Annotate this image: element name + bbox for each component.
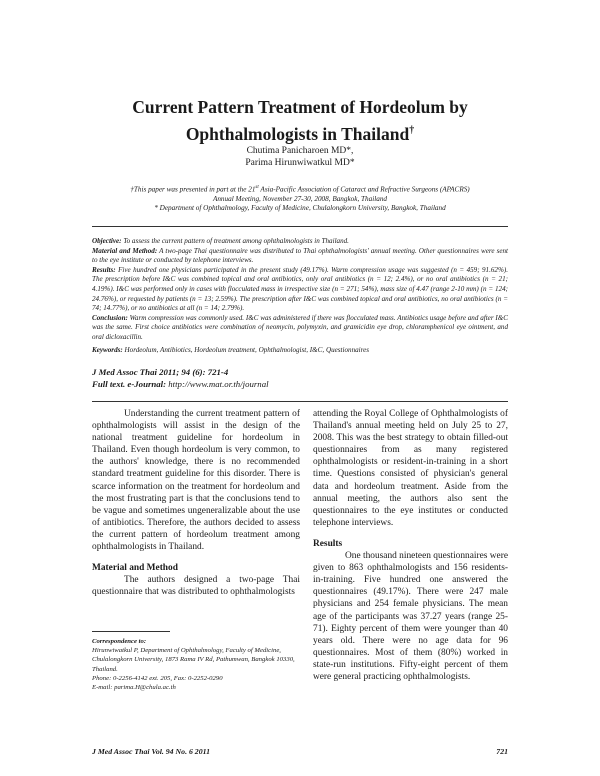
- methods-paragraph: The authors designed a two-page Thai questionnaire that was distributed to ophthalmologists: [92, 575, 300, 598]
- page-footer: [92, 747, 508, 756]
- author-1: Chutima Panicharoen MD*,: [246, 146, 354, 156]
- presentation-note: [110, 183, 490, 195]
- section-heading-results: Results: [313, 538, 343, 549]
- department-note: * Department of Ophthalmology, Faculty of Medicine, Chulalongkorn University, Bangkok, Thailand: [154, 204, 446, 213]
- article-title: [60, 95, 540, 146]
- page-number: 721: [496, 747, 508, 756]
- title-dagger: †: [409, 125, 415, 136]
- correspondence-label: Correspondence to:: [92, 638, 147, 645]
- correspondence-phone: Phone: 0-2256-4142 ext. 205, Fax: 0-2252-0290: [92, 674, 223, 682]
- results-text: Five hundred one physicians participated in the present study (49.17%). Warm compression usage was suggested (n = 459; 91.62%). The prescription before I&C was combined topical and oral antibiotics, only oral antibiotics (n = 12; 2.4%), or no oral antibiotics (n = 21; 4.19%). I&C was performed only in cases with flocculated mass in irrespective size (n = 271; 54%), mass size of 4.47 (range 2-10 mm) (n = 124; 24.76%), or requested by patients (n = 13; 2.59%). The prescription after I&C was combined topical and oral antibiotics, no oral antibiotics (n = 74; 14.77%), or no antibiotics at all (n = 14; 2.79%).: [92, 265, 508, 313]
- footnote-divider: [92, 631, 170, 632]
- title-line-2-text: Ophthalmologists in Thailand: [185, 123, 410, 144]
- results-label: Results:: [92, 265, 116, 274]
- keywords-label: Keywords:: [92, 346, 123, 354]
- note1-sup: st: [255, 185, 259, 190]
- intro-paragraph: Understanding the current treatment pattern of ophthalmologists will assist in the design of the national treatment guideline for hordeolum in Thailand. Even though hordeolum is very common, to the authors' knowledge, there is no recommended standard treatment guideline for this disorder. There is scarce information on the treatment for hordeolum and the most frustrating part is that the conclusions tend to be vague and sometimes ungeneralizable about the use of antibiotics. Therefore, the authors decided to assess the current pattern of hordeolum treatment among ophthalmologists in Thailand.: [92, 409, 300, 553]
- methods-label: Material and Method:: [92, 246, 158, 255]
- methods-text: A two-page Thai questionnaire was distributed to Thai ophthalmologists' annual meeting. Other questionnaires were sent to the eye institute or conducted by telephone interviews.: [92, 246, 509, 265]
- body-divider: [92, 401, 508, 402]
- correspondence: [92, 637, 300, 692]
- abstract-conclusion: [92, 314, 508, 343]
- fulltext-url[interactable]: http://www.mat.or.th/journal: [166, 379, 269, 389]
- fulltext-label: Full text. e-Journal:: [92, 379, 167, 389]
- presentation-note-line2: Annual Meeting, November 27-30, 2008, Bangkok, Thailand: [212, 194, 388, 203]
- footer-journal: J Med Assoc Thai Vol. 94 No. 6 2011: [92, 747, 210, 756]
- citation: J Med Assoc Thai 2011; 94 (6): 721-4: [92, 367, 229, 377]
- correspondence-address: Hirunwiwatkul P, Department of Ophthalmology, Faculty of Medicine, Chulalongkorn University, 1873 Rama IV Rd, Pathumwan, Bangkok 10330, Thailand.: [92, 647, 295, 673]
- abstract: [92, 237, 508, 343]
- right-column: [313, 408, 508, 683]
- citation-block: [92, 366, 508, 390]
- left-column: [92, 408, 300, 598]
- section-heading-methods: Material and Method: [92, 563, 178, 574]
- author-list: [150, 145, 450, 169]
- objective-text: To assess the current pattern of treatment among ophthalmologists in Thailand.: [121, 237, 349, 245]
- note1-prefix: †This paper was presented in part at the 21: [130, 185, 256, 194]
- methods-continued: attending the Royal College of Ophthalmologists of Thailand's annual meeting held on July 25 to 27, 2008. This was the best strategy to obtain filled-out questionnaires from as many registered ophthalmologists or resident-in-training in a short time. Questions consisted of physician's general data and hordeolum treatment. Aside from the annual meeting, the authors also sent the questionnaires to the eye institutes or conducted telephone interviews.: [313, 409, 508, 528]
- abstract-results: [92, 266, 508, 314]
- author-2: Parima Hirunwiwatkul MD*: [245, 158, 355, 168]
- conclusion-text: Warm compression was commonly used. I&C was administered if there was flocculated mass. Antibiotics usage before and after I&C was the same. First choice antibiotics were combination of neomycin, polymyxin, and gramicidin eye drop, chloramphenicol eye ointment, and oral dicloxacillin.: [92, 313, 508, 341]
- keywords-text: Hordeolum, Antibiotics, Hordeolum treatment, Ophthalmologist, I&C, Questionnaires: [122, 346, 370, 354]
- conclusion-label: Conclusion:: [92, 313, 128, 322]
- correspondence-email[interactable]: E-mail: parima.H@chula.ac.th: [92, 684, 176, 692]
- abstract-objective: [92, 237, 508, 247]
- abstract-methods: [92, 247, 508, 266]
- objective-label: Objective:: [92, 237, 122, 245]
- title-line-2: [60, 119, 540, 146]
- top-divider: [92, 226, 508, 227]
- affiliation-notes: [110, 183, 490, 214]
- results-paragraph: One thousand nineteen questionnaires were given to 863 ophthalmologists and 156 residents-in-training. Five hundred one answered the questionnaires (49.17%). There were 247 male physicians and 254 female physicians. The mean age of the participants was 37.27 years (range 25-71). Eighty percent of them were younger than 40 years old. There were no age data for 96 questionnaires. Most of them (80%) worked in state-run institutions. Fifty-eight percent of them were general practicing ophthalmologists.: [313, 551, 508, 682]
- title-line-1: Current Pattern Treatment of Hordeolum by: [132, 97, 468, 117]
- note1-rest: Asia-Pacific Association of Cataract and Refractive Surgeons (APACRS): [258, 185, 470, 194]
- fulltext-line: [92, 378, 508, 390]
- keywords: [92, 346, 508, 356]
